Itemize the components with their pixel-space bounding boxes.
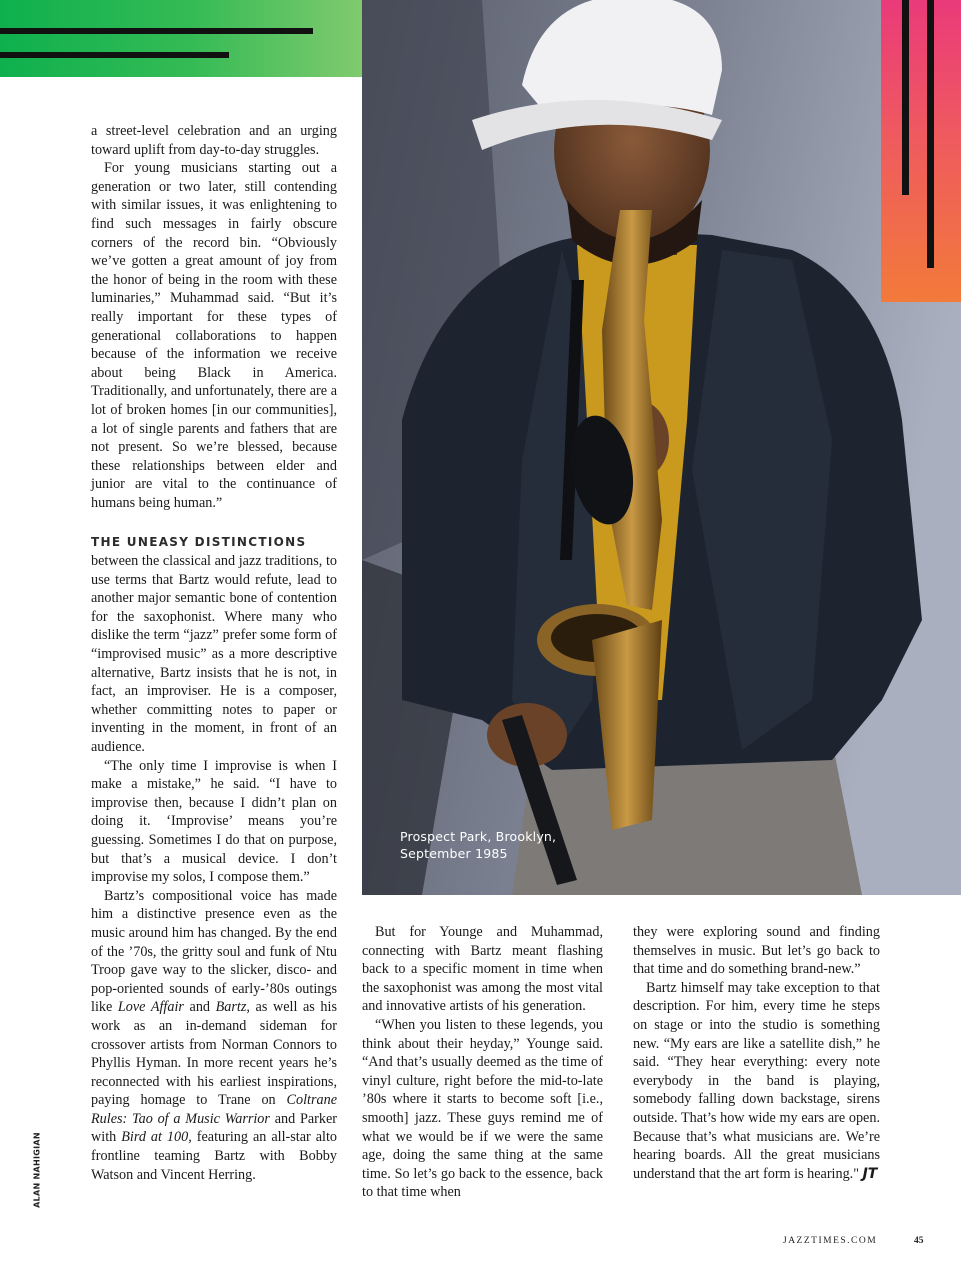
paragraph: For young musicians starting out a generation or two later, still contending with similar issues, it was enlightening to find such messages in fairly obscure corners of the record bin. “Obviously we’ve gotten a great amount of joy from the honor of being in the room with these luminaries,” Muhammad said. “But it’s really important for these types of generational collaborations to happen because of the information we receive about being Black in America. Traditionally, and unfortunately, there are a lot of broken homes [in our communities], a lot of single parents and fathers that are not present. So we’re blessed, because these relationships between elder and junior are vital to the continuance of humans being human.” (91, 160, 337, 511)
album-title: Love Affair (117, 999, 184, 1016)
saxophonist-photo (362, 0, 961, 895)
paragraph: “When you listen to these legends, you think about their heyday,” Younge said. “And that’s usually deemed as the time of vinyl culture, right before the mid-to-late ’80s where it starts to become soft [i.e., smooth] jazz. These guys remind me of what we would be if we were the same age, doing the same thing at the same time. So let’s go back to the essence, back to that time when (362, 1016, 603, 1201)
photo-credit (30, 1132, 44, 1208)
paragraph (633, 979, 880, 1184)
paragraph: between the classical and jazz traditions, to use terms that Bartz would refute, lead to another major semantic bone of contention for the saxophonist. Where many who dislike the term “jazz” prefer some form of “improvised music” as a more descriptive alternative, Bartz insists that he is not, in fact, an improviser. He is a composer, whether committing notes to paper or inventing in the moment, in front of an audience. (91, 553, 337, 755)
paragraph: they were exploring sound and finding themselves in music. But let’s go back to that time and do something brand-new.” (633, 924, 880, 978)
text-run: , featuring an all-star alto frontline teaming Bartz with Bobby Watson and Vincent Herring. (91, 1129, 337, 1183)
photo-credit-text: ALAN NAHIGIAN (32, 1132, 42, 1208)
album-title: Bird at 100 (121, 1129, 189, 1146)
page-number: 45 (914, 1236, 924, 1246)
text-run: and Parker with (91, 1110, 338, 1146)
text-run: Bartz himself may take exception to that description. For him, every time he steps on stage or into the studio is something new. “My ears are like a satellite dish,” he said. “They hear everything: every note everybody in the band is playing, somebody falling down backstage, sirens outside. That’s how wide my ears are open. Because that’s what musicians are. We’re hearing boards. All the great musicians understand that the art form is hearing." (633, 979, 880, 1182)
corner-bar-right (927, 0, 934, 268)
caption-line-2: September 1985 (400, 846, 508, 861)
footer-site-url: JAZZTIMES.COM (783, 1236, 878, 1246)
end-mark: JT (862, 1165, 878, 1182)
section-subhead: THE UNEASY DISTINCTIONS (91, 535, 307, 550)
corner-color-block (881, 0, 961, 302)
corner-bar-left (902, 0, 909, 195)
paragraph (91, 887, 337, 1185)
article-column-3 (633, 923, 880, 1183)
paragraph: But for Younge and Muhammad, connecting with Bartz meant flashing back to a specific moment in time when the saxophonist was among the most vital and innovative artists of his generation. (362, 924, 603, 1015)
text-run: Bartz’s compositional voice has made him a distinctive presence even as the music around him has changed. By the end of the ’70s, the gritty soul and funk of Ntu Troop gave way to the slicker, disco- and pop-oriented sounds of early-’80s outings like (91, 887, 337, 1016)
photo-illustration (362, 0, 961, 895)
text-run: , as well as his work as an in-demand sideman for crossover artists from Norman Connors to Phyllis Hyman. In more recent years he’s reconnected with his earliest inspirations, paying homage to Trane on (91, 999, 337, 1109)
header-rule-short (0, 52, 229, 58)
article-column-2 (362, 923, 603, 1202)
article-column-1 (91, 122, 337, 1184)
text-run: and (183, 999, 216, 1016)
album-title: Coltrane Rules: Tao of a Music Warrior (91, 1092, 337, 1127)
header-rule-long (0, 28, 313, 34)
album-title: Bartz (215, 999, 247, 1016)
photo-caption (400, 828, 640, 862)
paragraph: “The only time I improvise is when I make a mistake,” he said. “I have to improvise then, because I didn’t plan on doing it. ‘Improvise’ means you’re guessing. Sometimes I do that on purpose, but that’s a musical device. I don’t improvise my solos, I compose them.” (91, 757, 337, 886)
caption-line-1: Prospect Park, Brooklyn, (400, 829, 557, 844)
paragraph: a street-level celebration and an urging toward uplift from day-to-day struggles. (91, 123, 337, 158)
